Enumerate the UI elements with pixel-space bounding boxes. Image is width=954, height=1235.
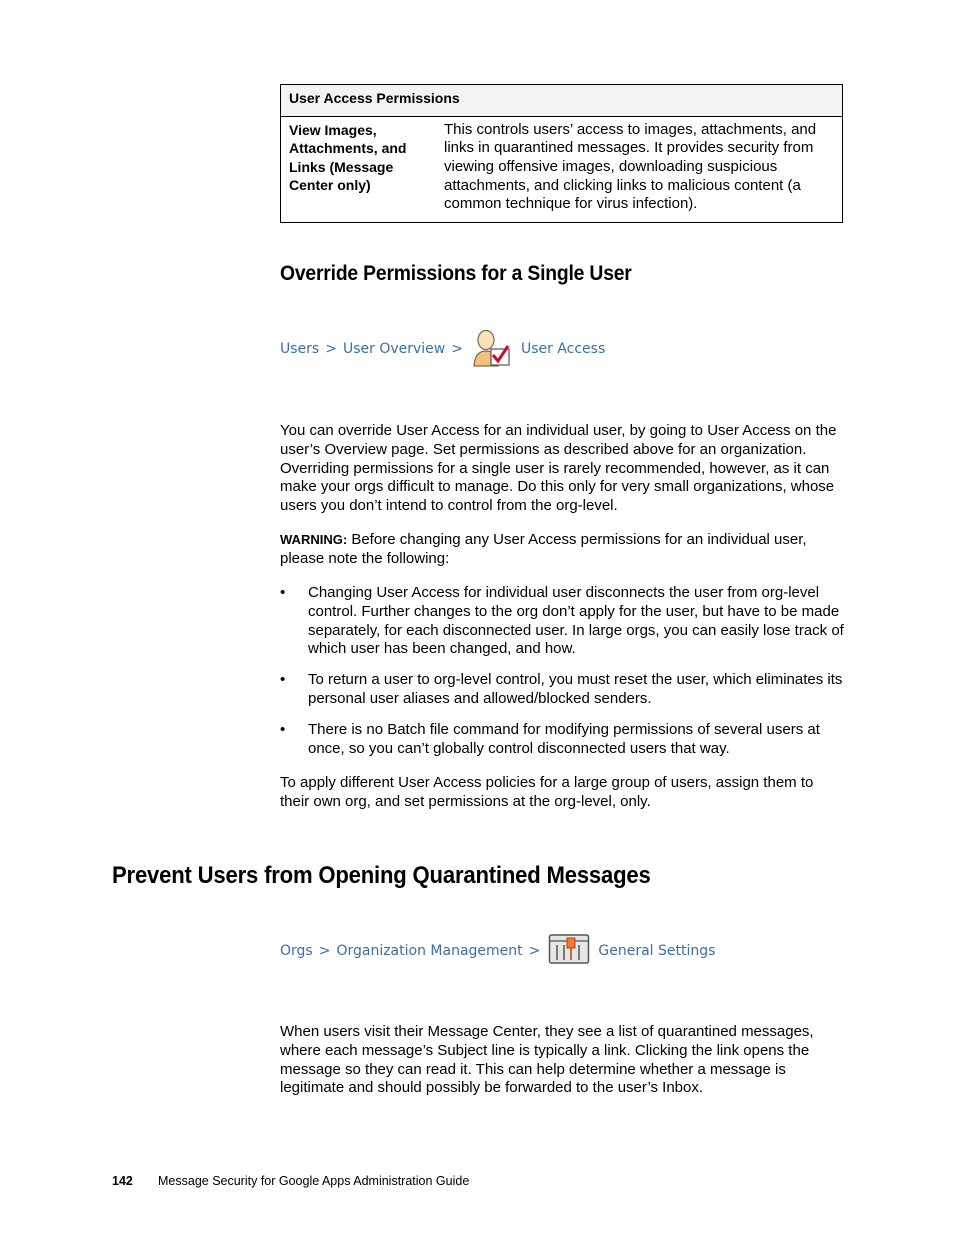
bullet-text: To return a user to org-level control, you must reset the user, which eliminates its personal user aliases and allowed/blocked senders. (308, 671, 843, 707)
bullet-text: Changing User Access for individual user disconnects the user from org-level control. Further changes to the org don’t apply for the user, but have to be made separately, for each disconnected user. In large orgs, you can easily lose track of which user has been changed, and how. (308, 584, 844, 658)
warning-text: Before changing any User Access permissions for an individual user, please note the following: (280, 531, 807, 567)
table-row (281, 116, 843, 223)
breadcrumb-item-general-settings[interactable]: General Settings (598, 943, 716, 959)
bullet-marker: • (280, 671, 286, 688)
table-header: User Access Permissions (281, 85, 843, 117)
breadcrumb-separator: > (528, 943, 541, 959)
breadcrumb-general-settings (280, 932, 715, 970)
breadcrumb-separator: > (451, 341, 463, 357)
row-description: This controls users’ access to images, attachments, and links in quarantined messages. It provides security from viewing offensive images, downloading suspicious attachments, and clicking links to malicious content (a common technique for virus infection). (436, 116, 843, 223)
section-heading-override: Override Permissions for a Single User (280, 262, 632, 285)
section-heading-prevent: Prevent Users from Opening Quarantined Messages (112, 862, 651, 889)
breadcrumb-item-user-access[interactable]: User Access (520, 341, 606, 357)
settings-panel-icon (548, 932, 590, 970)
override-paragraph: You can override User Access for an individual user, by going to User Access on the user’s Overview page. Set permissions as described above for an organization. Overriding permissions for a single user is rarely recommended, however, as it can make your orgs difficult to manage. Do this only for very small organizations, whose users you don’t intend to control from the org-level. (280, 422, 837, 515)
breadcrumb-separator: > (318, 943, 331, 959)
warning-label: WARNING: (280, 532, 348, 547)
breadcrumb-separator: > (325, 341, 337, 357)
bullet-text: There is no Batch file command for modifying permissions of several users at once, so you can’t globally control disconnected users that way. (308, 721, 820, 757)
user-check-icon (471, 326, 513, 372)
row-label: View Images, Attachments, and Links (Message Center only) (281, 116, 437, 223)
breadcrumb-item-orgs[interactable]: Orgs (280, 943, 313, 959)
breadcrumb-item-users[interactable]: Users (280, 341, 320, 357)
permissions-table (280, 84, 843, 223)
page-number: 142 (112, 1174, 133, 1188)
breadcrumb-item-user-overview[interactable]: User Overview (342, 341, 446, 357)
warning-paragraph (280, 531, 845, 569)
group-policy-paragraph: To apply different User Access policies for a large group of users, assign them to their own org, and set permissions at the org-level, only. (280, 774, 814, 810)
bullet-marker: • (280, 721, 286, 738)
message-center-paragraph: When users visit their Message Center, they see a list of quarantined messages, where each message’s Subject line is typically a link. Clicking the link opens the message so they can read it. This can help determine whether a message is legitimate and should possibly be forwarded to the user’s Inbox. (280, 1023, 814, 1097)
breadcrumb-user-access (280, 326, 605, 372)
table-header-row (281, 85, 843, 117)
footer-title: Message Security for Google Apps Administration Guide (158, 1174, 470, 1188)
bullet-marker: • (280, 584, 286, 601)
breadcrumb-item-organization-management[interactable]: Organization Management (336, 943, 523, 959)
